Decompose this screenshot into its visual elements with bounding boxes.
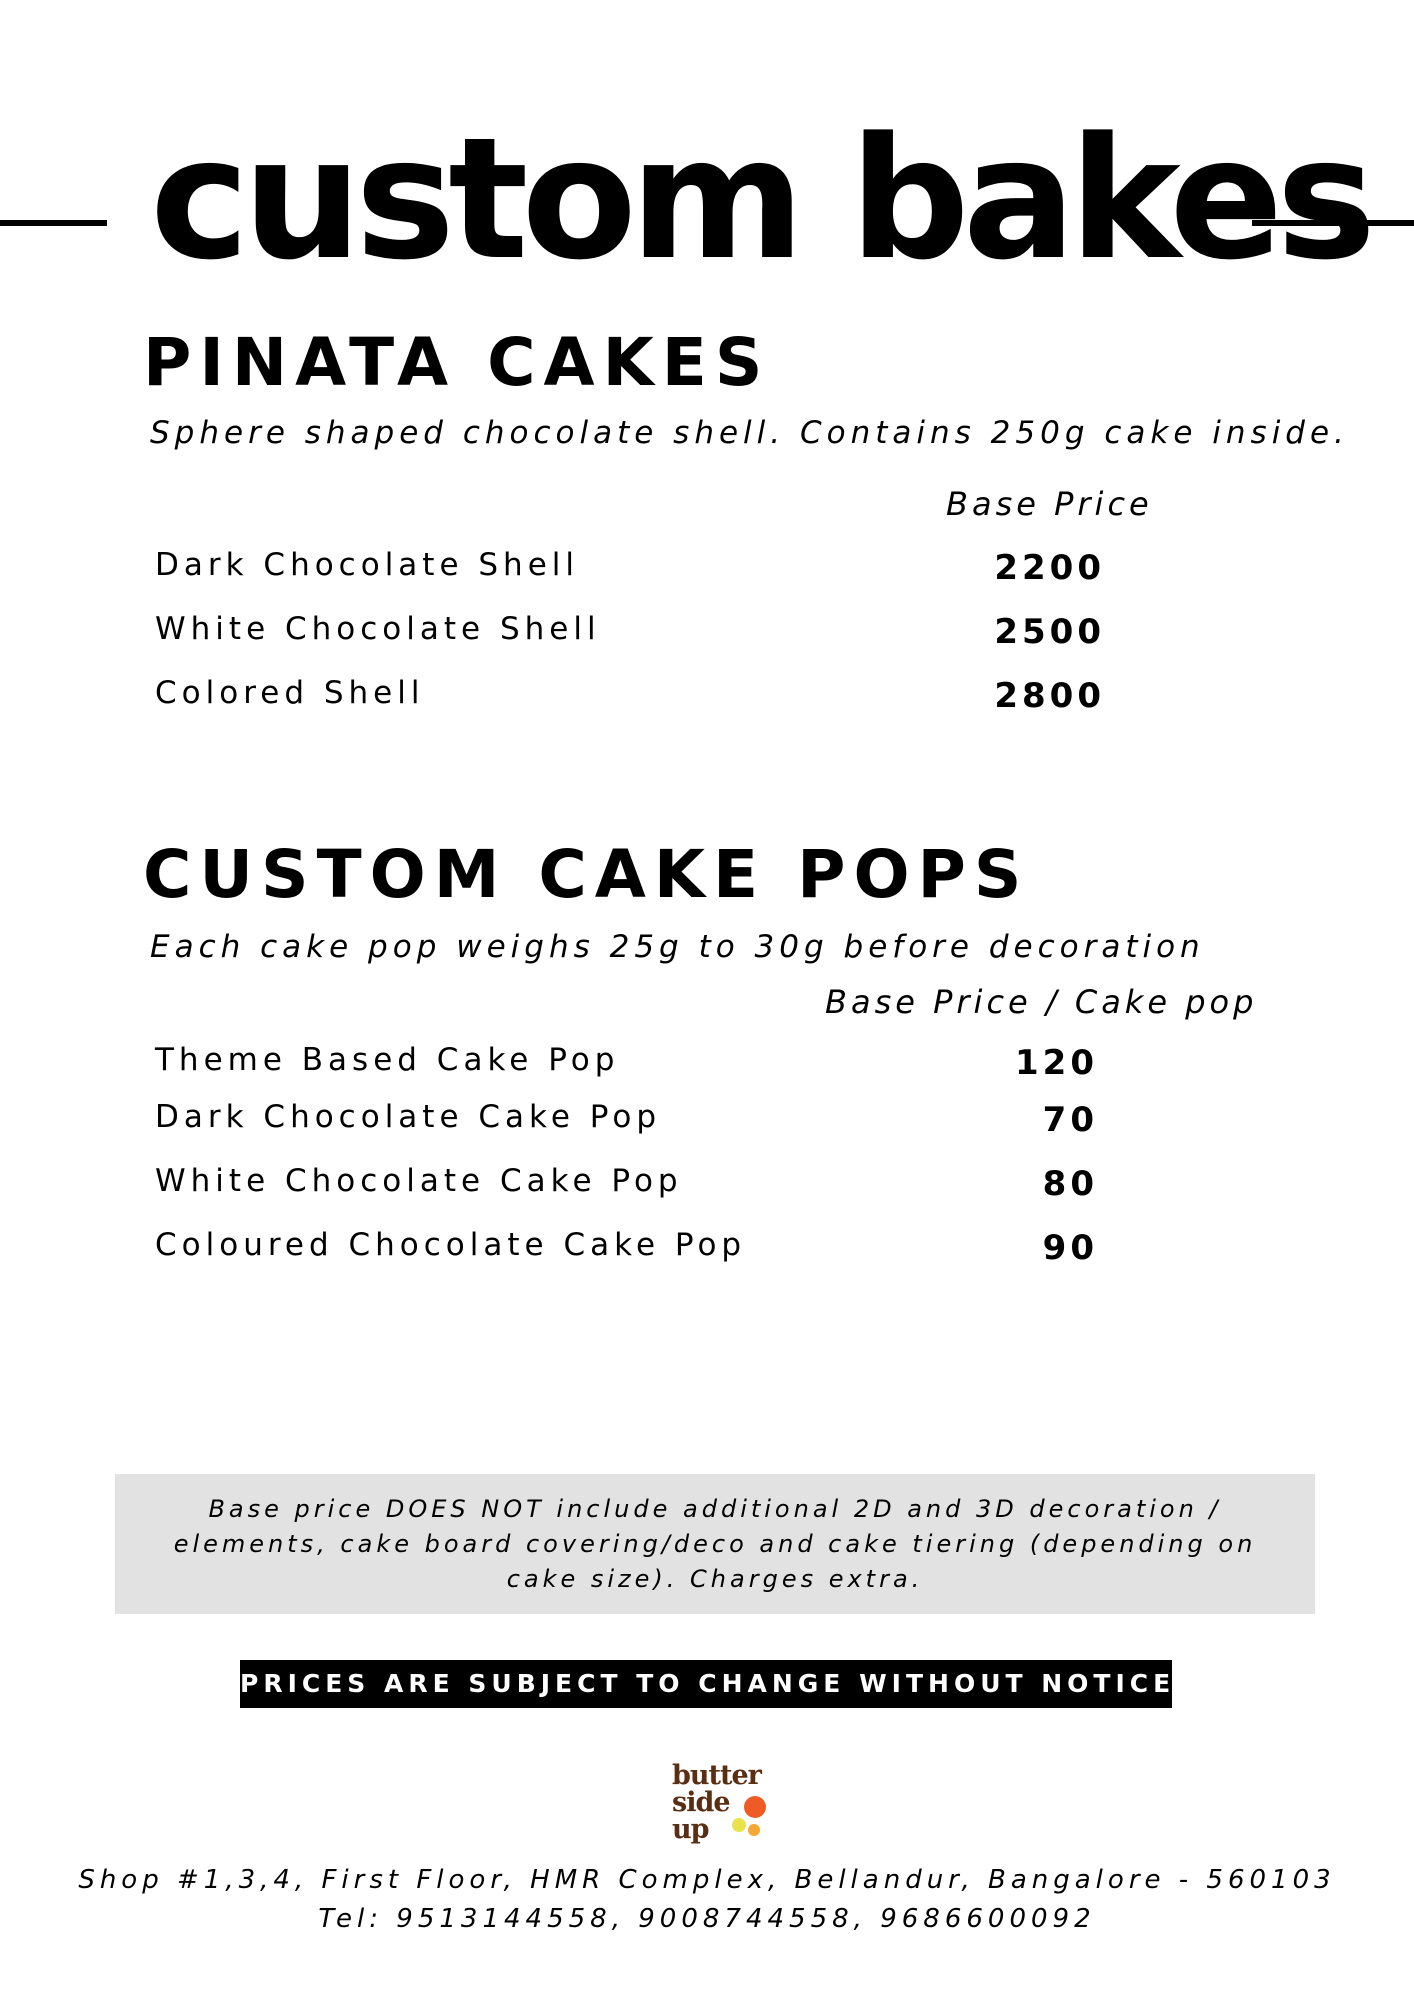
price-change-notice: PRICES ARE SUBJECT TO CHANGE WITHOUT NOTICE — [240, 1660, 1172, 1708]
cake-pop-item-price: 120 — [1015, 1043, 1098, 1083]
cake-pop-item-name: White Chocolate Cake Pop — [155, 1163, 683, 1199]
pinata-item-price: 2500 — [994, 612, 1105, 652]
cake-pops-heading: CUSTOM CAKE POPS — [143, 836, 1030, 913]
pinata-item-price: 2200 — [994, 548, 1105, 588]
pinata-item-price: 2800 — [994, 676, 1105, 716]
pricing-note-text: Base price DOES NOT include additional 2D and 3D decoration / elements, cake board covering/deco and cake tiering (depending on cake size). Charges extra. — [173, 1495, 1257, 1593]
cake-pop-item-name: Dark Chocolate Cake Pop — [155, 1099, 662, 1135]
cake-pops-subtitle: Each cake pop weighs 25g to 30g before decoration — [150, 929, 1205, 965]
cake-pop-item-price: 70 — [1042, 1100, 1098, 1140]
logo-text-side: side — [672, 1787, 730, 1818]
logo-yellow-dot — [732, 1818, 746, 1832]
pinata-item-name: Colored Shell — [155, 675, 425, 711]
butter-side-up-logo — [672, 1760, 782, 1845]
cake-pop-item-price: 90 — [1042, 1228, 1098, 1268]
pinata-column-label: Base Price — [946, 485, 1153, 523]
cake-pop-item-price: 80 — [1042, 1164, 1098, 1204]
cake-pop-item-name: Theme Based Cake Pop — [155, 1042, 620, 1078]
pinata-item-name: White Chocolate Shell — [155, 611, 601, 647]
pricing-note-box — [115, 1474, 1315, 1614]
pinata-subtitle: Sphere shaped chocolate shell. Contains 250g cake inside. — [150, 415, 1349, 451]
pinata-item-name: Dark Chocolate Shell — [155, 547, 580, 583]
cake-pop-item-name: Coloured Chocolate Cake Pop — [155, 1227, 747, 1263]
shop-address: Shop #1,3,4, First Floor, HMR Complex, Bellandur, Bangalore - 560103 — [78, 1865, 1336, 1895]
logo-amber-dot — [748, 1824, 760, 1836]
logo-text-up: up — [672, 1814, 709, 1845]
shop-phone: Tel: 9513144558, 9008744558, 9686600092 — [318, 1904, 1096, 1934]
cake-pops-column-label: Base Price / Cake pop — [825, 983, 1258, 1021]
page-title: custom bakes — [150, 101, 1370, 297]
left-header-rule — [0, 220, 107, 226]
pinata-heading: PINATA CAKES — [143, 324, 771, 401]
logo-text-butter: butter — [672, 1760, 761, 1791]
logo-orange-dot — [744, 1796, 766, 1818]
